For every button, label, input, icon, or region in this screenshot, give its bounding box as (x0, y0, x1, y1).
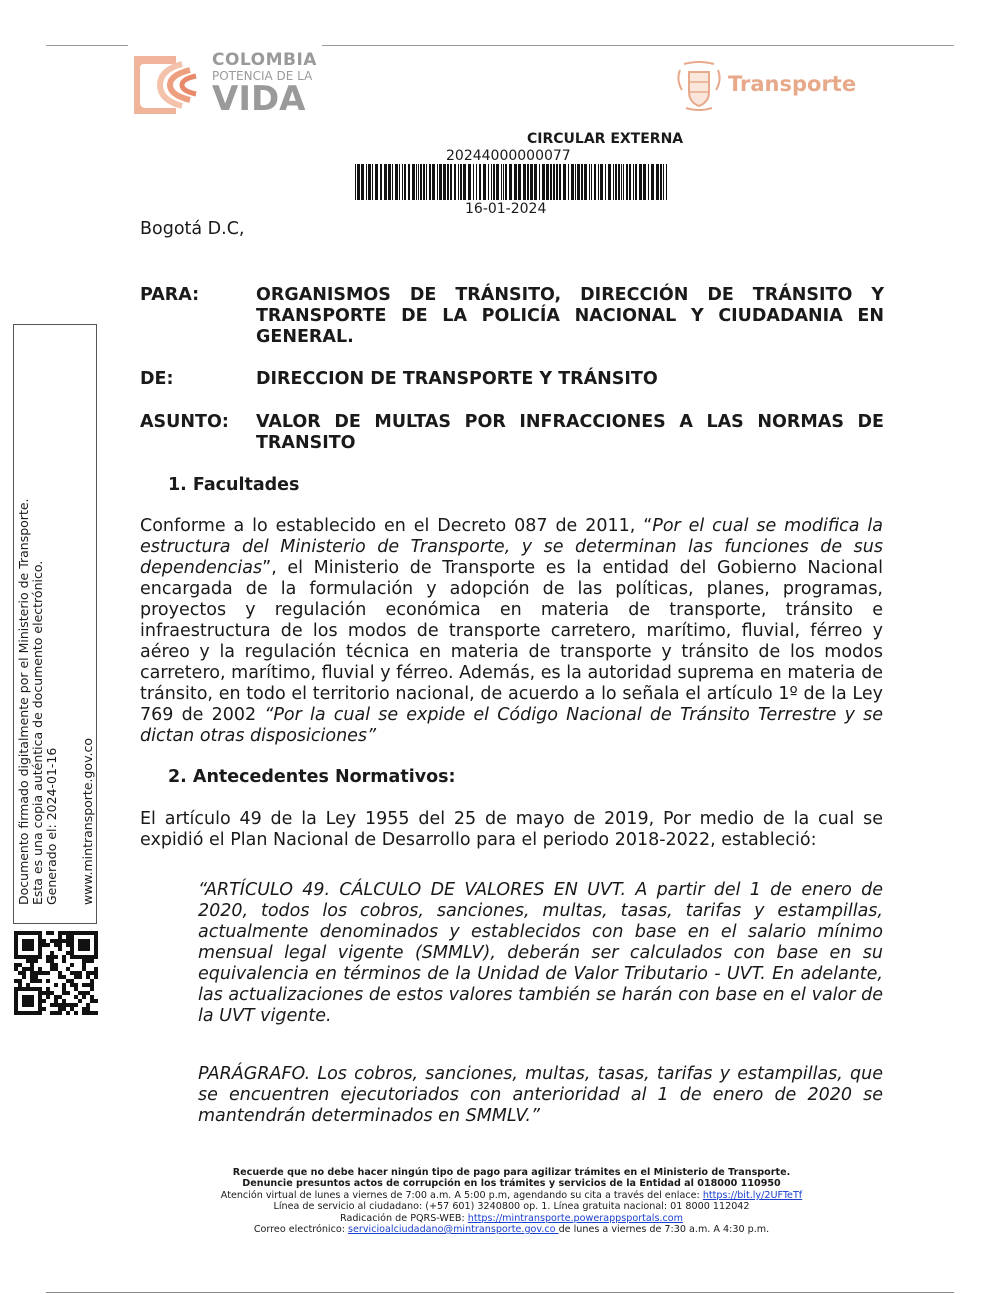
brand-line-colombia: COLOMBIA (212, 50, 317, 70)
de-value: DIRECCION DE TRANSPORTE Y TRÁNSITO (256, 369, 658, 389)
footer-email-link[interactable]: servicioalciudadano@mintransporte.gov.co (348, 1224, 559, 1236)
quote-paragrafo: PARÁGRAFO. Los cobros, sanciones, multas, tasas, tarifas y estampillas, que se encuentren ejecutoriados con anterioridad al 1 de enero de 2020 se mantendrán determinados en SMMLV.” (198, 1064, 883, 1126)
para-value: ORGANISMOS DE TRÁNSITO, DIRECCIÓN DE TRÁNSITO Y TRANSPORTE DE LA POLICÍA NACIONAL Y CIUDADANIA EN GENERAL. (256, 285, 884, 347)
footer-pqrs-text: Radicación de PQRS-WEB: (339, 1212, 468, 1224)
footer-line-3 (100, 1190, 923, 1201)
colombia-potencia-logo (130, 50, 320, 120)
footer-line-5 (100, 1213, 923, 1224)
header-rule-right (322, 45, 954, 46)
colombia-swirl-icon (130, 50, 210, 120)
footer-appointment-link[interactable]: https://bit.ly/2UFTeTf (702, 1189, 803, 1201)
coat-of-arms-icon (676, 60, 722, 112)
quote-article-49: “ARTÍCULO 49. CÁLCULO DE VALORES EN UVT. A partir del 1 de enero de 2020, todos los cobros, sanciones, multas, tasas, tarifas y estampillas, actualmente denominados y establecidos con base en el salario mínimo mensual legal vigente (SMMLV), deberán ser calculados con base en su equivalencia en términos de la Unidad de Valor Tributario - UVT. En adelante, las actualizaciones de estos valores también se harán con base en el valor de la UVT vigente. (198, 880, 883, 1026)
barcode-icon (355, 164, 669, 200)
section-2-title: 2. Antecedentes Normativos: (168, 767, 456, 787)
footer-email-tail: de lunes a viernes de 7:30 a.m. A 4:30 p.m. (558, 1224, 770, 1236)
stamp-website: www.mintransporte.gov.co (80, 738, 95, 905)
s1-text-b: Por el cual se modifica la estructura del Ministerio de Transporte, y se determinan las funciones de sus dependencias (140, 516, 884, 578)
ministerio-transporte-logo (676, 60, 857, 112)
asunto-label: ASUNTO: (140, 412, 229, 432)
stamp-line-3: Generado el: 2024-01-16 (44, 747, 59, 905)
footer-email-text: Correo electrónico: (253, 1224, 349, 1236)
stamp-line-1: Documento firmado digitalmente por el Ministerio de Transporte. (16, 498, 31, 905)
section-1-title: 1. Facultades (168, 475, 300, 495)
s1-text-d: “Por la cual se expide el Código Nacional de Tránsito Terrestre y se dictan otras disposiciones” (140, 705, 883, 746)
brand-transporte: Transporte (728, 72, 857, 96)
document-type: CIRCULAR EXTERNA (527, 131, 684, 147)
digital-signature-stamp (13, 324, 97, 924)
document-number: 20244000000077 (446, 148, 571, 164)
place-line: Bogotá D.C, (140, 219, 245, 239)
brand-line-vida: VIDA (212, 79, 306, 119)
s1-text-a: Conforme a lo establecido en el Decreto 087 de 2011, “ (140, 516, 653, 536)
de-label: DE: (140, 369, 174, 389)
footer-line-6 (100, 1224, 923, 1235)
para-label: PARA: (140, 285, 200, 305)
asunto-value: VALOR DE MULTAS POR INFRACCIONES A LAS NORMAS DE TRANSITO (256, 412, 884, 453)
footer (100, 1167, 923, 1235)
footer-pqrs-link[interactable]: https://mintransporte.powerappsportals.com (467, 1212, 684, 1224)
footer-line-4: Línea de servicio al ciudadano: (+57 601) 3240800 op. 1. Línea gratuita nacional: 01 8000 112042 (273, 1201, 750, 1213)
qr-code-icon (14, 931, 98, 1015)
footer-line-1: Recuerde que no debe hacer ningún tipo de pago para agilizar trámites en el Ministerio de Transporte. (232, 1167, 791, 1178)
footer-rule (46, 1292, 954, 1293)
footer-line-2: Denuncie presuntos actos de corrupción en los trámites y servicios de la Entidad al 018000 110950 (242, 1178, 781, 1190)
section-2-intro: El artículo 49 de la Ley 1955 del 25 de mayo de 2019, Por medio de la cual se expidió el Plan Nacional de Desarrollo para el periodo 2018-2022, estableció: (140, 809, 883, 850)
document-date: 16-01-2024 (465, 201, 547, 217)
section-1-paragraph (140, 516, 883, 747)
s1-text-c: ”, el Ministerio de Transporte es la entidad del Gobierno Nacional encargada de la formulación y adopción de las políticas, planes, programas, proyectos y regulación económica en materia de transporte, tránsito e infraestructura de los modos de transporte carretero, marítimo, fluvial, férreo y aéreo y la regulación técnica en materia de transporte y tránsito de los modos carretero, marítimo, fluvial y férreo. Además, es la autoridad suprema en materia de tránsito, en todo el territorio nacional, de acuerdo a lo señala el artículo 1º de la Ley 769 de 2002 (140, 558, 883, 725)
stamp-line-2: Esta es una copia auténtica de documento electrónico. (30, 560, 45, 905)
brand-line-potencia: POTENCIA DE LA (212, 69, 313, 83)
footer-virtual-text: Atención virtual de lunes a viernes de 7:00 a.m. A 5:00 p.m, agendando su cita a través del enlace: (220, 1189, 703, 1201)
header-rule-left (46, 45, 128, 46)
